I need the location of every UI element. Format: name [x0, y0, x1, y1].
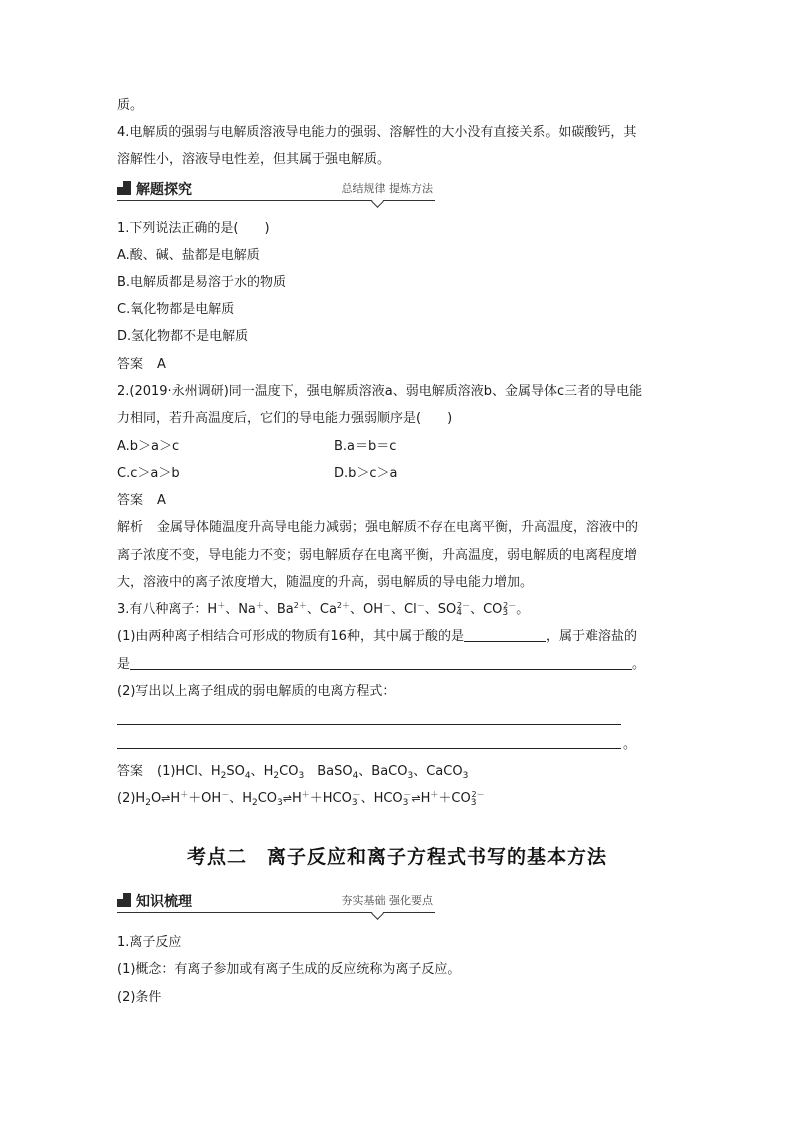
- section-notch: [371, 907, 384, 920]
- question-2-analysis-line2: 离子浓度不变，导电能力不变；弱电解质存在电离平衡，升高温度，弱电解质的电离程度增: [117, 548, 638, 563]
- answer-label: 答案: [117, 357, 144, 372]
- question-1-option-c: C.氧化物都是电解质: [117, 302, 235, 317]
- question-3-part1-line2: [117, 657, 645, 673]
- knowledge-line: (1)概念：有离子参加或有离子生成的反应统称为离子反应。: [117, 962, 461, 977]
- section-subtitle: 总结规律 提炼方法: [341, 182, 433, 195]
- question-3-stem-prefix: 3.有八种离子：: [117, 602, 208, 617]
- analysis-text: 金属导体随温度升高导电能力减弱；强电解质不存在电离平衡，升高温度，溶液中的: [157, 520, 639, 535]
- question-2-option-d: D.b＞c＞a: [334, 466, 398, 481]
- question-2-option-c: C.c＞a＞b: [117, 466, 180, 481]
- question-2-option-b: B.a＝b＝c: [334, 439, 397, 454]
- answer-label: 答案: [117, 764, 144, 779]
- question-3-part1-line2-text: 是: [117, 657, 131, 672]
- question-1-option-b: B.电解质都是易溶于水的物质: [117, 275, 287, 290]
- text-line: 溶解性小，溶液导电性差，但其属于强电解质。: [117, 152, 391, 167]
- question-1-option-d: D.氢化物都不是电解质: [117, 329, 249, 344]
- question-3-part2-end: 。: [623, 737, 637, 752]
- section-rule: [117, 200, 435, 201]
- question-2-analysis-line1: [117, 520, 638, 536]
- question-3-answer-line2: $(2)H_2O\rightleftharpoons H^++OH^-$、$H_2CO_3\rightleftharpoons H^++HCO_3^-$、$HCO_3^-\rightleftharpoons H^++CO_3^{2-}$: [117, 790, 485, 808]
- answer-value: A: [157, 357, 166, 372]
- question-3-part1-text: (1)由两种离子相结合可形成的物质有16种，其中属于酸的是: [117, 629, 464, 644]
- question-2-analysis-line3: 大，溶液中的离子浓度增大，随温度的升高，弱电解质的导电能力增加。: [117, 575, 534, 590]
- question-1-answer: [117, 357, 166, 373]
- answer-value: A: [157, 493, 166, 508]
- section-marker-icon: [117, 893, 131, 907]
- question-3-part1-mid: ，属于难溶盐的: [545, 629, 637, 644]
- section-title: 知识梳理: [136, 894, 192, 910]
- question-3-stem-suffix: 。: [516, 602, 530, 617]
- question-3-part1-end: 。: [632, 657, 646, 672]
- section-title: 解题探究: [136, 182, 192, 198]
- section-marker-icon: [117, 181, 131, 195]
- section-notch: [371, 195, 384, 208]
- knowledge-line: 1.离子反应: [117, 935, 182, 950]
- question-2-stem-line2: 力相同，若升高温度后，它们的导电能力强弱顺序是( ): [117, 411, 453, 426]
- section-header-problem-solving: [117, 178, 435, 200]
- answer-blank[interactable]: [130, 657, 632, 670]
- answer-line[interactable]: [117, 724, 621, 725]
- question-2-options-row2: [117, 466, 517, 482]
- question-1-option-a: A.酸、碱、盐都是电解质: [117, 248, 260, 263]
- answer-line[interactable]: [117, 748, 621, 749]
- text-line: 4.电解质的强弱与电解质溶液导电能力的强弱、溶解性的大小没有直接关系。如碳酸钙，其: [117, 125, 637, 140]
- section-header-knowledge: [117, 890, 435, 912]
- question-3-answer-line1: 答案 (1)HCl、$H_2SO_4$、$H_2CO_3$ BaSO$_4$、BaCO$_3$、CaCO$_3$: [117, 764, 469, 781]
- analysis-label: 解析: [117, 520, 144, 535]
- question-2-options-row1: [117, 439, 517, 455]
- question-3-stem: 3.有八种离子：H＋、Na＋、$Ba^{2+}$、$Ca^{2+}$、OH－、Cl－、$SO_4^{2-}$、$CO_3^{2-}$。: [117, 601, 530, 618]
- question-2-option-a: A.b＞a＞c: [117, 439, 180, 454]
- knowledge-line: (2)条件: [117, 990, 162, 1005]
- question-1-stem: 1.下列说法正确的是( ): [117, 221, 270, 236]
- question-2-answer: [117, 493, 166, 509]
- topic-heading: 考点二 离子反应和离子方程式书写的基本方法: [186, 846, 607, 868]
- answer-label: 答案: [117, 493, 144, 508]
- question-3-part1-line1: [117, 629, 637, 645]
- answer-blank[interactable]: [464, 629, 546, 642]
- section-subtitle: 夯实基础 强化要点: [341, 894, 433, 907]
- text-line: 质。: [117, 98, 144, 113]
- question-2-stem-line1: 2.(2019·永州调研)同一温度下，强电解质溶液a、弱电解质溶液b、金属导体c三者的导电能: [117, 384, 643, 399]
- question-3-part2: (2)写出以上离子组成的弱电解质的电离方程式：: [117, 684, 396, 699]
- section-rule: [117, 912, 435, 913]
